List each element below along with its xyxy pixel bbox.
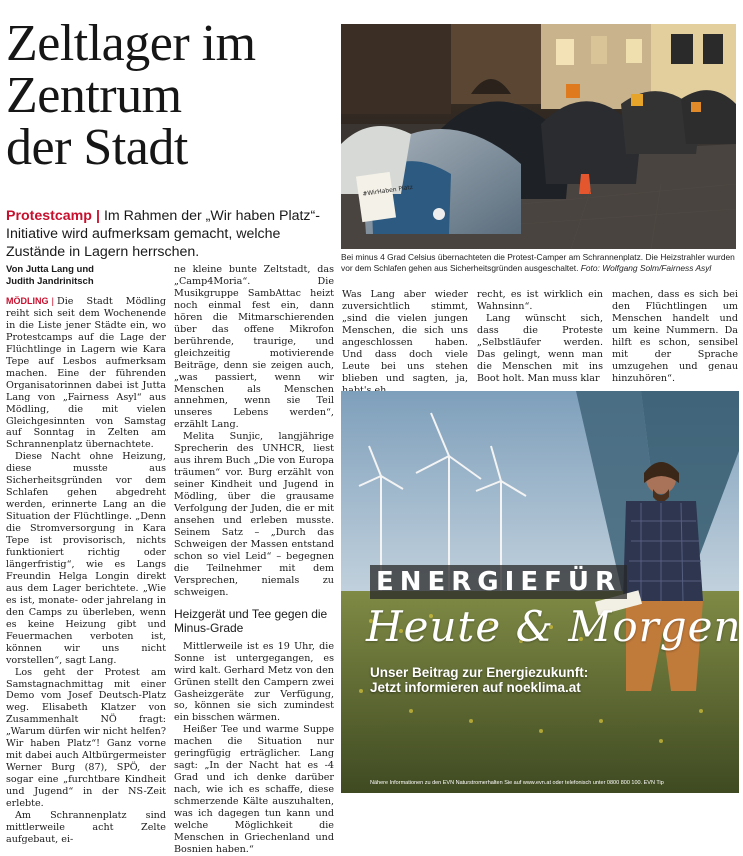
ad-slogan: Heute & Morgen xyxy=(366,602,742,651)
ad-fine-print: Nähere Informationen zu den EVN Naturstromerhalten Sie auf www.evn.at oder telefonisch unter 0800 800 100. EVN Tip xyxy=(370,780,664,786)
paragraph: Mittlerweile ist es 19 Uhr, die Sonne ist untergegangen, es wird kalt. Gerhard Metz von den Grünen stellt den Campern zwei Gasheizgeräte zur Verfügung, so, können sie sich zumindest ein bisschen wärmen. xyxy=(174,640,334,724)
headline xyxy=(6,15,326,176)
photo-credit: Foto: Wolfgang Solm/Fairness Asyl xyxy=(580,262,712,273)
lead-paragraph xyxy=(6,207,336,261)
kicker: Protestcamp xyxy=(6,208,92,224)
paragraph: MÖDLING | Die Stadt Mödling reiht sich seit dem Wochenende in die Liste jener Städte ein, wo Protestcamps auf die Lage der Flüchtlinge in Lagern wie Kara Tepe auf Lesbos aufmerksam machen. Eine der führenden Organisatorinnen dabei ist Jutta Lang von „Fairness Asyl“ aus Mödling, die mit vielen Gleichgesinnten von Samstag auf Sonntag in Zelten am Schrannenplatz übernachtete. xyxy=(6,296,166,451)
photo-illustration xyxy=(341,24,736,249)
article-column-1 xyxy=(6,296,166,846)
headline-line-3: der Stadt xyxy=(6,119,188,176)
kicker-separator: | xyxy=(95,208,100,224)
paragraph: Melita Sunjic, langjährige Sprecherin des UNHCR, liest aus ihrem Buch „Die von Europa träumen“ vor. Burg erzählt von seiner Kindheit und Jugend in Mödling, über die grausame Verfolgung der Juden, die er mit ansehen und erleben musste. Seinem Satz – „Durch das Schweigen der Massen entstand schon so viel Leid“ – begegnen die Teilnehmer mit dem Versprechen, niemals zu schweigen. xyxy=(174,431,334,598)
lead-text: Im Rahmen der „Wir haben Platz“-Initiative wird aufmerksam gemacht, welche Zustände in Lagern herrschen. xyxy=(6,208,320,260)
ad-subline xyxy=(370,665,588,695)
article-column-2 xyxy=(174,264,334,856)
byline-line-1: Von Jutta Lang und xyxy=(6,264,94,275)
ad-subline-2[interactable]: Jetzt informieren auf noeklima.at xyxy=(370,680,581,695)
photo-sign-text: #WirHaben Platz xyxy=(362,183,414,198)
paragraph: Los geht der Protest am Samstagnachmittag mit einer Demo vom Josef Deutsch-Platz weg. Elisabeth Klatzer von Zusammenhalt NÖ fragt: „Warum dürfen wir nicht helfen? Wir haben Platz“! Ganz vorne mit dabei auch Altbürgermeister Werner Burg (87), SPÖ, der sogar eine „furchtbare Kindheit und Jugend“ in der NS-Zeit erlebte. xyxy=(6,666,166,810)
headline-line-2: Zentrum xyxy=(6,67,182,124)
paragraph: machen, dass es sich bei den Flüchtlingen um Menschen handelt und um keine Nummern. Da hilft es schon, sensibel mit der Sprache umzugehen und genau hinzuhören“. xyxy=(612,289,738,384)
photo-caption xyxy=(341,252,738,273)
ad-subline-1: Unser Beitrag zur Energiezukunft: xyxy=(370,665,589,680)
paragraph: Was Lang aber wieder zuversichtlich stimmt, „sind die vielen jungen Menschen, die sich uns angeschlossen haben. Und dass doch viele Leute bei uns stehen blieben und sagten, ja, xyxy=(342,289,468,384)
paragraph: Lang wünscht sich, dass die Proteste „Selbstläufer werden. Das gelingt, wenn man die Menschen mit ins Boot holt. Man muss klar xyxy=(477,312,603,384)
byline-line-2: Judith Jandrinitsch xyxy=(6,276,94,287)
subheading: Heizgerät und Tee gegen die Minus-Grade xyxy=(174,606,328,635)
dateline: MÖDLING xyxy=(6,296,49,306)
article-column-4 xyxy=(477,289,603,385)
byline xyxy=(6,264,166,288)
paragraph: Diese Nacht ohne Heizung, diese musste aus Sicherheitsgründen vor dem Schlafen gehen abgedreht werden, erinnerte Lang an die Situation der Flüchtlinge. „Denn die Stromversorgung in Kara Tepe ist provisorisch, nichts funktioniert richtig oder längerfristig“, wie es Langs Freundin Helga Longin direkt aus dem Lager berichtete. „Wie es ist, monate- oder jahrelang in den Camps zu überleben, wenn es keine Heizung gibt und Feuermachen verboten ist, können wir uns nicht vorstellen“, sagt Lang. xyxy=(6,451,166,666)
article-column-5 xyxy=(612,289,738,385)
headline-line-1: Zeltlager im xyxy=(6,15,256,72)
paragraph: Am Schrannenplatz sind mittlerweile acht Zelte aufgebaut, ei- xyxy=(6,809,166,845)
caption-text: Bei minus 4 Grad Celsius übernachteten die Protest-Camper am Schrannenplatz. Die Heizstrahler wurden vor dem Schlafen gehen aus Sicherheitsgründen ausgeschaltet. xyxy=(341,252,735,273)
paragraph: Heißer Tee und warme Suppe machen die Situation nur geringfügig erträglicher. Lang sagt: „In der Nacht hat es -4 Grad und ich denke darüber nach, wie ich es schaffe, diese schmerzende Kälte auszuhalten, was ich dagegen tun kann und welche Möglichkeit die Menschen in Griechenland und Bosnien haben.“ xyxy=(174,724,334,855)
ad-logo: ENERGIEFÜR xyxy=(370,565,627,599)
article-column-3 xyxy=(342,289,468,397)
paragraph: recht, es ist wirklich ein Wahnsinn“. xyxy=(477,289,603,312)
protest-camp-photo xyxy=(341,24,736,249)
paragraph-text: Die Stadt Mödling reiht sich seit dem Wochenende in die Liste jener Städte ein, wo Protestcamps auf die Lage der Flüchtlinge in Lagern wie Kara Tepe auf Lesbos aufmerksam machen. Eine der führenden Organisatorinnen dabei ist Jutta Lang von „Fairness Asyl“ aus Mödling, die mit vielen Gleichgesinnten von Samstag auf Sonntag in Zelten am Schrannenplatz übernachtete. xyxy=(6,296,166,451)
paragraph: ne kleine bunte Zeltstadt, das „Camp4Moria“. Die Musikgruppe SambAttac heizt noch einmal fest ein, dann hören die Mitmarschierenden über das offene Mikrofon berührende, traurige, und gleichzeitig motivierende Beiträge, denn sie zeigen auch, „was passiert, wenn wir Menschen als Menschen annehmen, wenn sie Teil unseres Lebens werden“, erzählt Lang. xyxy=(174,264,334,431)
